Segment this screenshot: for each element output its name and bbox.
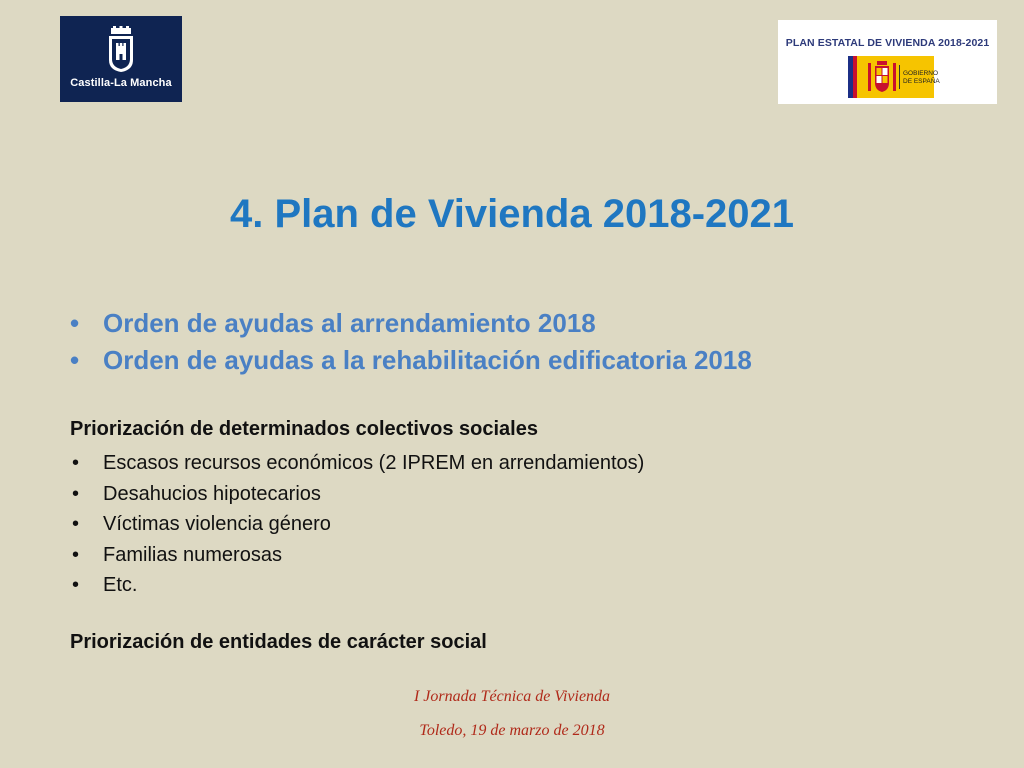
list-item xyxy=(70,570,644,601)
bullet: • xyxy=(72,574,80,596)
bullet: • xyxy=(72,452,80,474)
list-item xyxy=(70,479,644,510)
bullet: • xyxy=(72,513,80,535)
bullet: • xyxy=(70,345,80,375)
list-item-text: Escasos recursos económicos (2 IPREM en arrendamientos) xyxy=(103,452,645,474)
bullet: • xyxy=(72,543,80,566)
gobierno-label: GOBIERNO xyxy=(903,70,939,77)
slide-title: 4. Plan de Vivienda 2018-2021 xyxy=(229,192,795,236)
castle-crest-icon xyxy=(107,26,135,72)
list-item-text: Desahucios hipotecarios xyxy=(103,482,321,505)
highlight-list xyxy=(70,305,752,379)
plan-estatal-logo xyxy=(778,20,997,104)
footer-event-date: Toledo, 19 de marzo de 2018 xyxy=(419,722,605,739)
gobierno-espana-emblem-icon xyxy=(848,56,940,98)
section-heading-colectivos: Priorización de determinados colectivos sociales xyxy=(70,418,538,440)
bullet: • xyxy=(72,482,80,505)
highlight-item xyxy=(70,305,752,342)
list-item xyxy=(70,448,644,479)
list-item-text: Etc. xyxy=(103,574,138,596)
footer-event-name: I Jornada Técnica de Vivienda xyxy=(413,688,611,705)
list-item xyxy=(70,509,644,540)
section-heading-entidades: Priorización de entidades de carácter social xyxy=(70,631,487,653)
bullet: • xyxy=(70,308,80,338)
highlight-item-text: Orden de ayudas a la rehabilitación edificatoria 2018 xyxy=(103,345,752,375)
logo-text: Castilla-La Mancha xyxy=(70,77,172,89)
plan-estatal-title: PLAN ESTATAL DE VIVIENDA 2018-2021 xyxy=(785,37,990,49)
list-item-text: Víctimas violencia género xyxy=(103,513,331,535)
highlight-item-text: Orden de ayudas al arrendamiento 2018 xyxy=(103,308,596,338)
colectivos-list xyxy=(70,448,644,601)
list-item-text: Familias numerosas xyxy=(103,543,282,566)
de-espana-label: DE ESPAÑA xyxy=(903,78,940,85)
castilla-la-mancha-logo xyxy=(60,16,182,102)
highlight-item xyxy=(70,342,752,379)
list-item xyxy=(70,540,644,571)
